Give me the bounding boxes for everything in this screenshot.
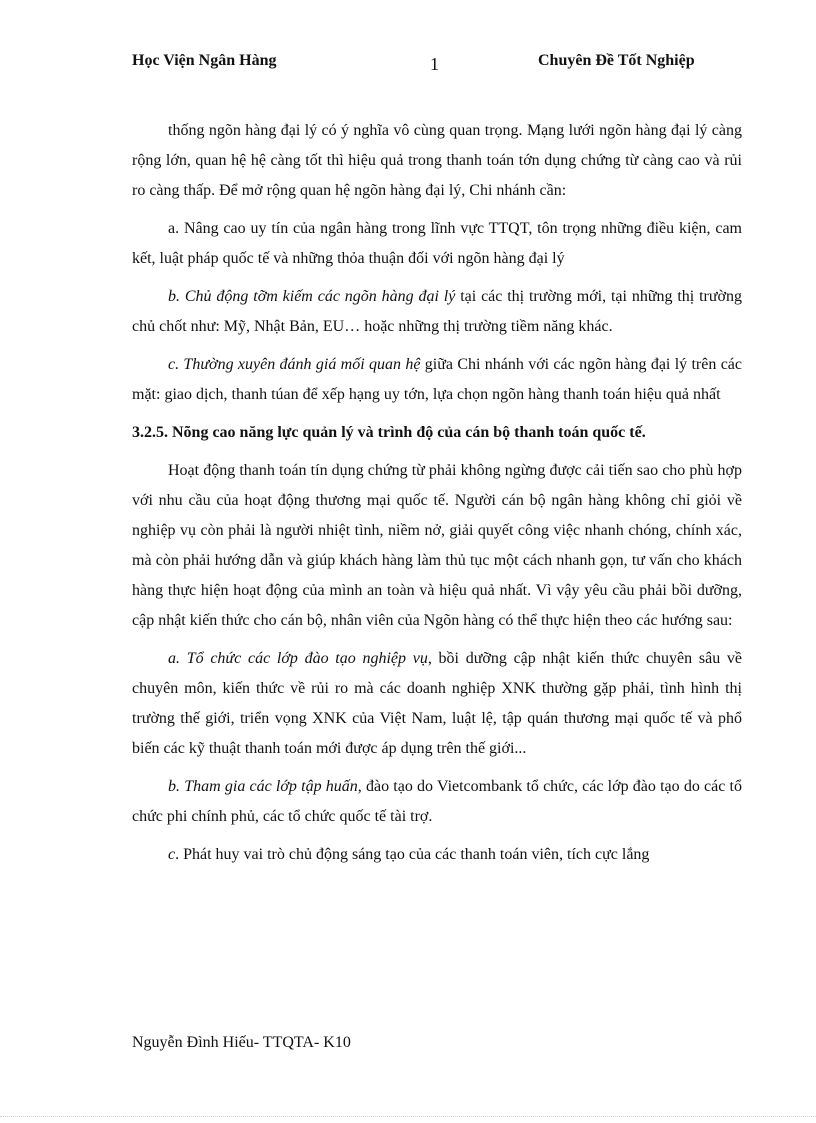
page-number: 1 (430, 54, 439, 74)
paragraph-5: Hoạt động thanh toán tín dụng chứng từ phải không ngừng được cải tiến sao cho phù hợp với nhu cầu của hoạt động thương mại quốc tế. Người cán bộ ngân hàng không chỉ giỏi về nghiệp vụ còn phải là người nhiệt tình, niềm nở, giải quyết công việc nhanh chóng, chính xác, mà còn phải hướng dẫn và giúp khách hàng làm thủ tục một cách nhanh gọn, tư vấn cho khách hàng thực hiện hoạt động của mình an toàn và hiệu quả nhất. Vì vậy yêu cầu phải bồi dưỡng, cập nhật kiến thức cho cán bộ, nhân viên của Ngõn hàng có thể thực hiện theo các hướng sau: (132, 462, 742, 629)
paragraph-3-text: tại các thị trường mới, tại những thị trường chủ chốt như: Mỹ, Nhật Bản, EU… hoặc những thị trường tiềm năng khác. (132, 288, 743, 335)
paragraph-1: thống ngõn hàng đại lý có ý nghĩa vô cùng quan trọng. Mạng lưới ngõn hàng đại lý càng rộng lớn, quan hệ hệ càng tốt thì hiệu quả trong thanh toán tớn dụng chứng từ càng cao và rủi ro càng thấp. Để mở rộng quan hệ ngõn hàng đại lý, Chi nhánh cần: (132, 122, 742, 199)
paragraph-7-text: , đào tạo do Vietcombank tổ chức, các lớp đào tạo do các tổ chức phi chính phủ, các tổ chức quốc tế tài trợ. (132, 778, 742, 825)
paragraph-7 (132, 772, 742, 832)
page-bottom-divider (0, 1116, 816, 1117)
paragraph-6 (132, 644, 742, 764)
section-heading: 3.2.5. Nõng cao năng lực quản lý và trình độ của cán bộ thanh toán quốc tế. (132, 424, 646, 441)
paragraph-2: a. Nâng cao uy tín của ngân hàng trong lĩnh vực TTQT, tôn trọng những điều kiện, cam kết, luật pháp quốc tế và những thỏa thuận đối với ngõn hàng đại lý (132, 220, 742, 267)
paragraph-4 (132, 350, 742, 410)
paragraph-6-italic: a. Tổ chức các lớp đào tạo nghiệp vụ (168, 650, 428, 667)
paragraph-3 (132, 282, 742, 342)
paragraph-4-italic: c. Thường xuyên đánh giá mối quan hệ (168, 356, 421, 373)
paragraph-8 (132, 840, 742, 870)
footer-author: Nguyễn Đình Hiếu- TTQTA- K10 (132, 1034, 351, 1051)
paragraph-4-text: giữa Chi nhánh với các ngõn hàng đại lý trên các mặt: giao dịch, thanh túan để xếp hạng uy tớn, lựa chọn ngõn hàng thanh toán hiệu quả nhất (132, 356, 742, 403)
header-document-type: Chuyên Đề Tốt Nghiệp (538, 52, 695, 69)
paragraph-8-italic: c (168, 846, 176, 863)
paragraph-7-italic: b. Tham gia các lớp tập huấn (168, 778, 358, 795)
header-institution: Học Viện Ngân Hàng (132, 52, 277, 69)
paragraph-6-text: , bồi dưỡng cập nhật kiến thức chuyên sâu về chuyên môn, kiến thức về rủi ro mà các doanh nghiệp XNK thường gặp phải, tình hình thị trường thế giới, triển vọng XNK của Việt Nam, luật lệ, tập quán thương mại quốc tế và phổ biến các kỹ thuật thanh toán mới được áp dụng trên thế giới... (132, 650, 743, 757)
document-body (132, 116, 742, 878)
paragraph-3-italic: b. Chủ động tỡm kiếm các ngõn hàng đại lý (168, 288, 456, 305)
paragraph-8-text: . Phát huy vai trò chủ động sáng tạo của các thanh toán viên, tích cực lắng (175, 846, 650, 863)
